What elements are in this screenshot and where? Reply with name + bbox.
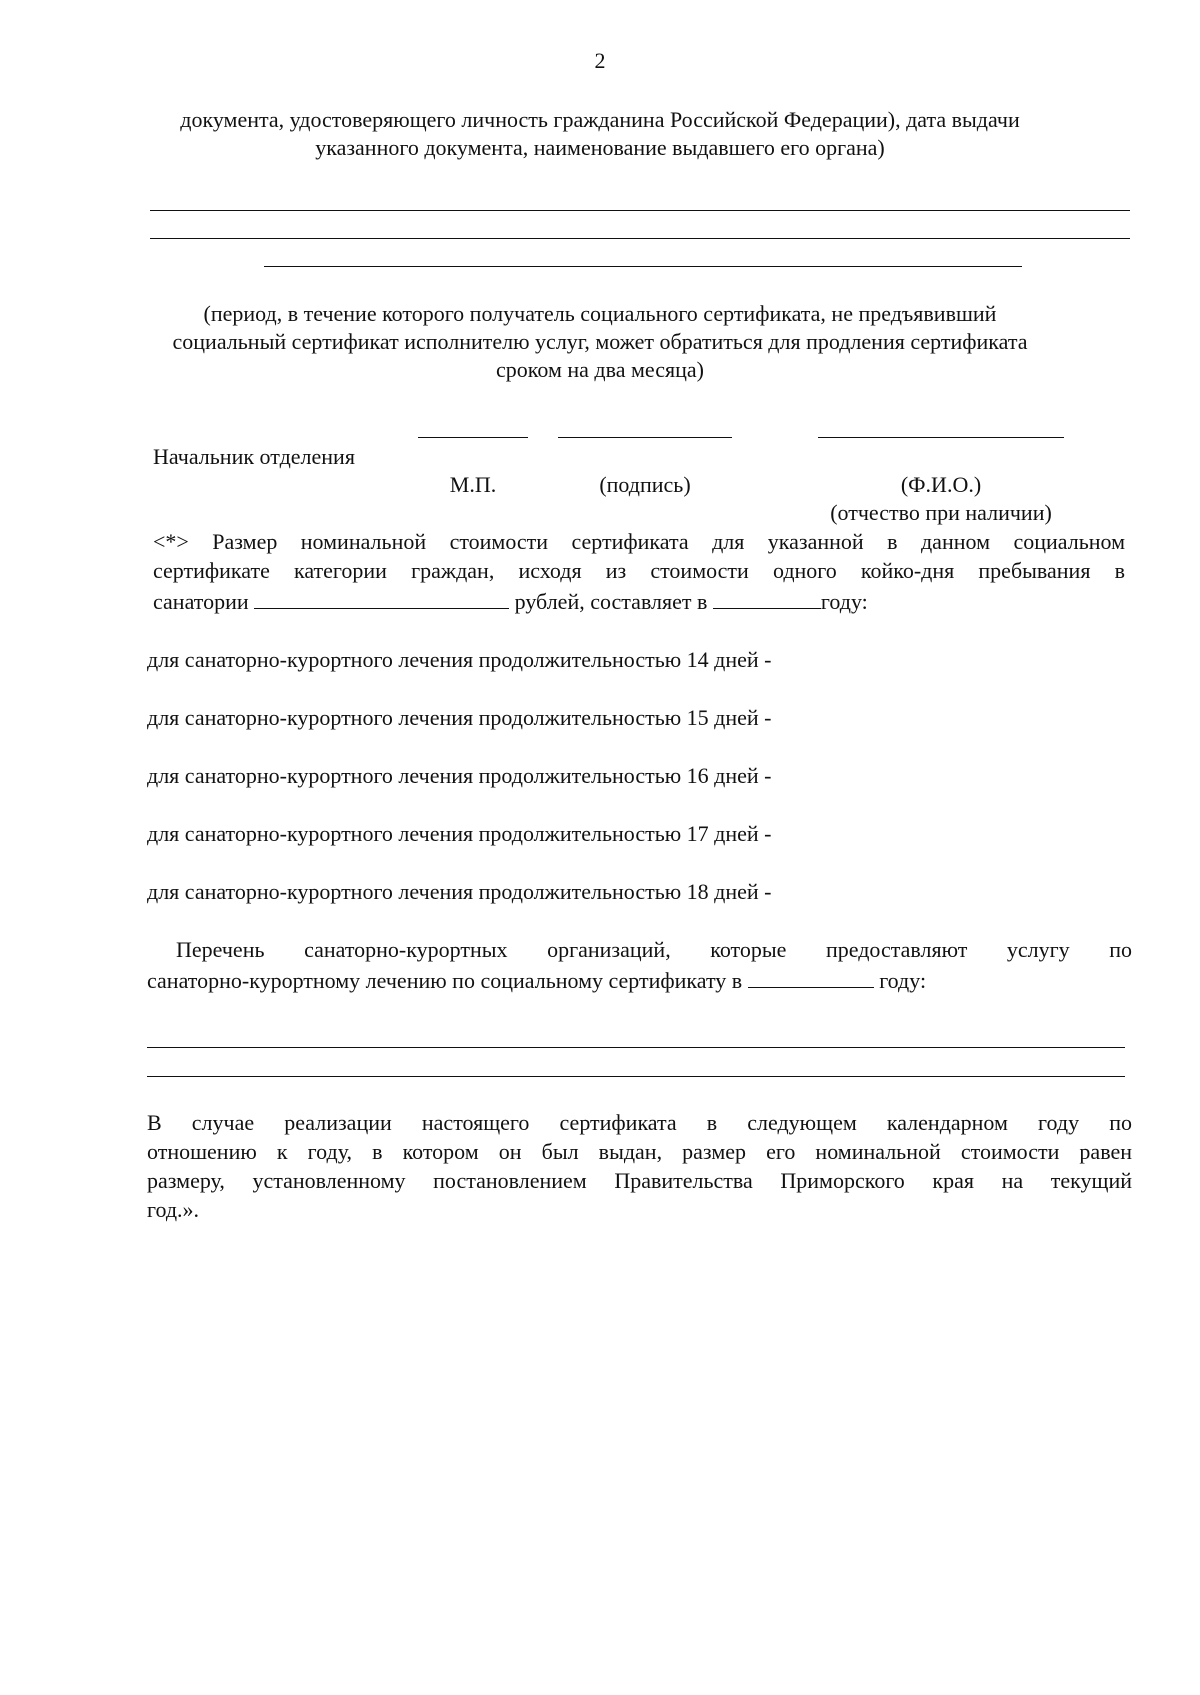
- organizations-line-2: [147, 965, 926, 995]
- period-caption-line-3: сроком на два месяца): [496, 357, 704, 382]
- footnote-rubles-label: рублей, составляет в: [514, 589, 708, 614]
- patronymic-label: (отчество при наличии): [830, 500, 1052, 525]
- cost-per-day-blank: [254, 586, 509, 609]
- duration-item: для санаторно-курортного лечения продолжительностью 15 дней -: [147, 705, 772, 730]
- organizations-year-blank: [748, 965, 874, 988]
- duration-item: для санаторно-курортного лечения продолжительностью 16 дней -: [147, 763, 772, 788]
- id-caption-line-1: документа, удостоверяющего личность гражданина Российской Федерации), дата выдачи: [180, 107, 1020, 132]
- position-title: Начальник отделения: [153, 444, 355, 469]
- stamp-label: М.П.: [449, 472, 497, 497]
- stamp-line: [418, 437, 528, 438]
- blank-line: [147, 1076, 1125, 1077]
- final-line-4: год.».: [147, 1197, 200, 1222]
- final-line-1: В случае реализации настоящего сертификата в следующем календарном году по: [147, 1110, 1132, 1135]
- id-caption-line-2: указанного документа, наименование выдавшего его органа): [315, 135, 885, 160]
- name-label: (Ф.И.О.): [900, 472, 982, 497]
- final-line-3: размеру, установленному постановлением Правительства Приморского края на текущий: [147, 1168, 1132, 1193]
- blank-line: [147, 1047, 1125, 1048]
- duration-item: для санаторно-курортного лечения продолжительностью 17 дней -: [147, 821, 772, 846]
- organizations-text: санаторно-курортному лечению по социальному сертификату в: [147, 968, 743, 993]
- footnote-line-1: <*> Размер номинальной стоимости сертификата для указанной в данном социальном: [153, 529, 1125, 554]
- footnote-year-label: году:: [820, 589, 868, 614]
- organizations-year-label: году:: [879, 968, 927, 993]
- year-blank: [713, 586, 821, 609]
- name-line: [818, 437, 1064, 438]
- blank-line: [150, 210, 1130, 211]
- signature-label: (подпись): [599, 472, 691, 497]
- signature-line: [558, 437, 732, 438]
- blank-line: [264, 266, 1022, 267]
- footnote-line-3: [153, 586, 868, 616]
- period-caption-line-1: (период, в течение которого получатель социального сертификата, не предъявивший: [203, 301, 997, 326]
- organizations-line-1: Перечень санаторно-курортных организаций, которые предоставляют услугу по: [176, 937, 1132, 962]
- period-caption-line-2: социальный сертификат исполнителю услуг, может обратиться для продления сертификата: [172, 329, 1028, 354]
- final-line-2: отношению к году, в котором он был выдан, размер его номинальной стоимости равен: [147, 1139, 1132, 1164]
- footnote-line-2: сертификате категории граждан, исходя из стоимости одного койко-дня пребывания в: [153, 558, 1125, 583]
- duration-item: для санаторно-курортного лечения продолжительностью 18 дней -: [147, 879, 772, 904]
- footnote-sanatorium-label: санатории: [153, 589, 249, 614]
- blank-line: [150, 238, 1130, 239]
- duration-item: для санаторно-курортного лечения продолжительностью 14 дней -: [147, 647, 772, 672]
- page-number: 2: [594, 48, 606, 73]
